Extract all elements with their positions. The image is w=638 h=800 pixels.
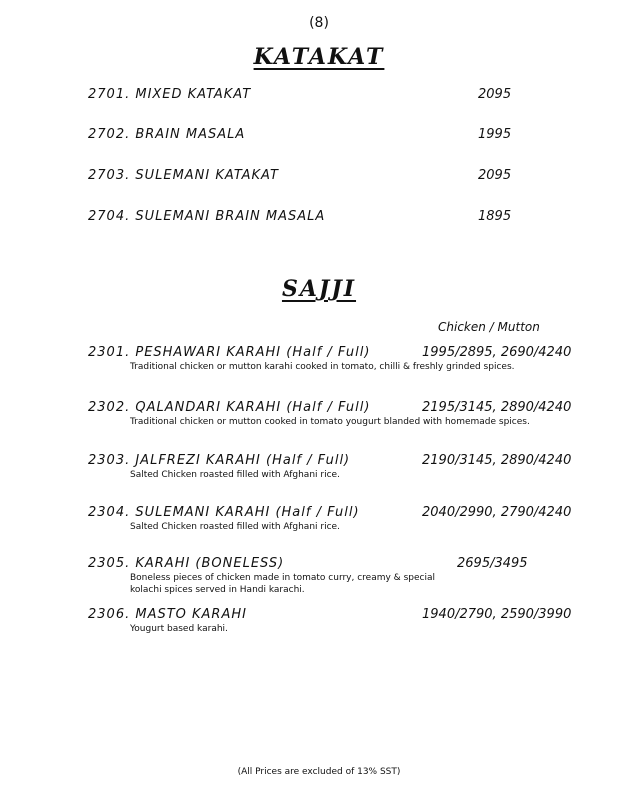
item-description: Traditional chicken or mutton cooked in tomato yougurt blanded with homemade spices. <box>130 417 530 427</box>
katakat-section-title: KATAKAT <box>253 44 385 70</box>
item-description: Salted Chicken roasted filled with Afghani rice. <box>130 522 340 532</box>
item-price: 2195/3145, 2890/4240 <box>422 400 572 415</box>
item-name: 2305. KARAHI (BONELESS) <box>88 556 285 571</box>
sajji-section-title: SAJJI <box>281 276 357 302</box>
item-price: 2190/3145, 2890/4240 <box>422 453 572 468</box>
item-name: 2704. SULEMANI BRAIN MASALA <box>88 209 326 224</box>
item-price: 2695/3495 <box>457 556 528 571</box>
item-name: 2701. MIXED KATAKAT <box>88 87 252 102</box>
item-price: 2095 <box>478 87 512 102</box>
item-name: 2303. JALFREZI KARAHI (Half / Full) <box>88 453 351 468</box>
item-price: 1995 <box>478 127 512 142</box>
price-column-header: Chicken / Mutton <box>438 320 540 334</box>
item-name: 2301. PESHAWARI KARAHI (Half / Full) <box>88 345 371 360</box>
item-name: 2702. BRAIN MASALA <box>88 127 246 142</box>
item-name: 2703. SULEMANI KATAKAT <box>88 168 279 183</box>
item-price: 2040/2990, 2790/4240 <box>422 505 572 520</box>
item-description: Salted Chicken roasted filled with Afghani rice. <box>130 470 340 480</box>
item-description: Boneless pieces of chicken made in tomato curry, creamy & special <box>130 573 435 583</box>
item-name: 2306. MASTO KARAHI <box>88 607 247 622</box>
item-price: 2095 <box>478 168 512 183</box>
item-description-line-2: kolachi spices served in Handi karachi. <box>130 585 305 595</box>
item-price: 1940/2790, 2590/3990 <box>422 607 572 622</box>
page-number: (8) <box>309 15 329 31</box>
item-description: Yougurt based karahi. <box>130 624 228 634</box>
item-name: 2302. QALANDARI KARAHI (Half / Full) <box>88 400 371 415</box>
item-price: 1895 <box>478 209 512 224</box>
item-name: 2304. SULEMANI KARAHI (Half / Full) <box>88 505 360 520</box>
item-price: 1995/2895, 2690/4240 <box>422 345 572 360</box>
price-disclaimer: (All Prices are excluded of 13% SST) <box>237 767 401 777</box>
item-description: Traditional chicken or mutton karahi cooked in tomato, chilli & freshly grinded spices. <box>130 362 515 372</box>
